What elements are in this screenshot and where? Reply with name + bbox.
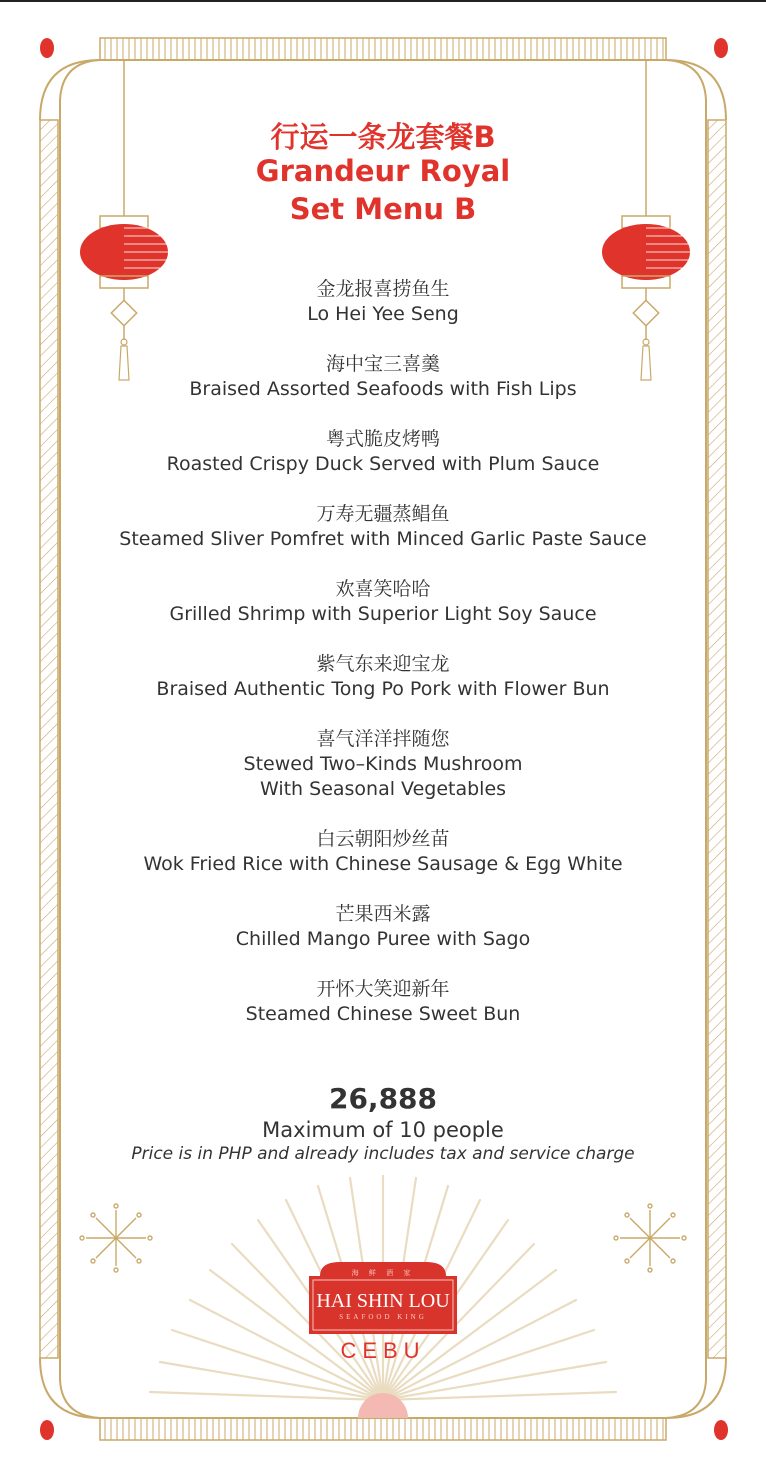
dish-english-name: Steamed Chinese Sweet Bun bbox=[245, 1003, 521, 1025]
menu-title-english: Grandeur Royal bbox=[255, 154, 511, 188]
branch-city: CEBU bbox=[340, 1338, 426, 1363]
set-price: 26,888 bbox=[328, 1082, 438, 1115]
dish-english-name: Lo Hei Yee Seng bbox=[307, 303, 459, 325]
capacity-text: Maximum of 10 people bbox=[262, 1118, 504, 1142]
logo-chinese-text: 海 鲜 酒 家 bbox=[351, 1269, 415, 1277]
logo-tagline: SEAFOOD KING bbox=[339, 1313, 427, 1321]
dish-item bbox=[0, 427, 766, 477]
dish-chinese-name: 紫气东来迎宝龙 bbox=[316, 653, 450, 675]
dish-item bbox=[0, 977, 766, 1027]
dish-chinese-name: 芒果西米露 bbox=[335, 903, 431, 925]
dish-english-name: Braised Authentic Tong Po Pork with Flower Bun bbox=[156, 678, 610, 700]
dish-english-name: Wok Fried Rice with Chinese Sausage & Egg White bbox=[143, 853, 623, 875]
price-note: Price is in PHP and already includes tax and service charge bbox=[131, 1144, 635, 1164]
dish-english-name: Stewed Two–Kinds Mushroom With Seasonal Vegetables bbox=[243, 753, 523, 800]
dish-item bbox=[0, 902, 766, 952]
dish-english-name: Grilled Shrimp with Superior Light Soy Sauce bbox=[169, 603, 597, 625]
dish-item bbox=[0, 827, 766, 877]
dish-item bbox=[0, 277, 766, 327]
dish-english-name: Roasted Crispy Duck Served with Plum Sauce bbox=[166, 453, 600, 475]
dish-english-name: Steamed Sliver Pomfret with Minced Garlic Paste Sauce bbox=[119, 528, 647, 550]
right-firework-icon bbox=[614, 1204, 686, 1272]
dish-chinese-name: 欢喜笑哈哈 bbox=[335, 578, 431, 600]
dish-chinese-name: 喜气洋洋拌随您 bbox=[316, 728, 450, 750]
dish-item bbox=[0, 577, 766, 627]
dish-chinese-name: 海中宝三喜羹 bbox=[325, 353, 440, 375]
dish-item bbox=[0, 502, 766, 552]
menu-subtitle: Set Menu B bbox=[289, 192, 477, 226]
dish-item bbox=[0, 652, 766, 702]
dish-item bbox=[0, 352, 766, 402]
left-firework-icon bbox=[80, 1204, 152, 1272]
dish-item bbox=[0, 727, 766, 802]
dish-chinese-name: 金龙报喜捞鱼生 bbox=[316, 278, 450, 300]
dish-chinese-name: 白云朝阳炒丝苗 bbox=[316, 828, 450, 850]
dish-chinese-name: 万寿无疆蒸鲳鱼 bbox=[316, 503, 450, 525]
logo-name: HAI SHIN LOU bbox=[316, 1290, 450, 1312]
menu-title-chinese: 行运一条龙套餐B bbox=[270, 120, 496, 154]
dish-english-name: Braised Assorted Seafoods with Fish Lips bbox=[189, 378, 577, 400]
dish-chinese-name: 粤式脆皮烤鸭 bbox=[325, 428, 440, 450]
dish-chinese-name: 开怀大笑迎新年 bbox=[316, 978, 450, 1000]
dish-english-name: Chilled Mango Puree with Sago bbox=[235, 928, 531, 950]
